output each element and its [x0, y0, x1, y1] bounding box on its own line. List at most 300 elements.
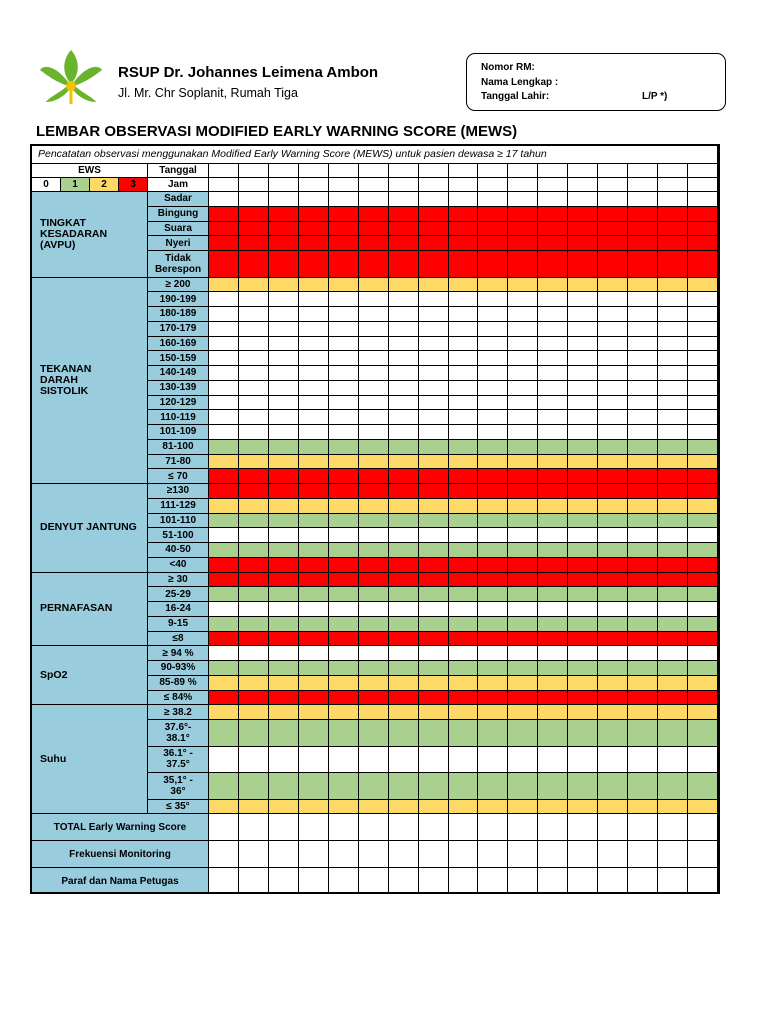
score-row-cell[interactable]	[449, 207, 479, 222]
score-row-cell[interactable]	[239, 396, 269, 411]
score-row-cell[interactable]	[239, 691, 269, 706]
score-row-cell[interactable]	[688, 440, 718, 455]
score-row-cell[interactable]	[658, 337, 688, 352]
footer-entry-cell[interactable]	[598, 868, 628, 894]
score-row-cell[interactable]	[538, 222, 568, 237]
score-row-cell[interactable]	[478, 207, 508, 222]
score-row-cell[interactable]	[449, 236, 479, 251]
score-row-cell[interactable]	[688, 705, 718, 720]
score-row-cell[interactable]	[269, 278, 299, 293]
score-row-cell[interactable]	[658, 617, 688, 632]
footer-entry-cell[interactable]	[658, 868, 688, 894]
score-row-cell[interactable]	[419, 192, 449, 207]
score-row-cell[interactable]	[299, 705, 329, 720]
score-row-cell[interactable]	[538, 720, 568, 747]
score-row-cell[interactable]	[329, 800, 359, 815]
score-row-cell[interactable]	[478, 499, 508, 514]
score-row-cell[interactable]	[269, 192, 299, 207]
score-row-cell[interactable]	[269, 720, 299, 747]
score-row-cell[interactable]	[329, 440, 359, 455]
score-row-cell[interactable]	[419, 251, 449, 278]
score-row-cell[interactable]	[538, 337, 568, 352]
score-row-cell[interactable]	[688, 484, 718, 499]
score-row-cell[interactable]	[598, 278, 628, 293]
score-row-cell[interactable]	[538, 469, 568, 484]
score-row-cell[interactable]	[449, 455, 479, 470]
score-row-cell[interactable]	[628, 573, 658, 588]
time-entry-cell[interactable]	[449, 178, 479, 192]
score-row-cell[interactable]	[628, 587, 658, 602]
score-row-cell[interactable]	[538, 351, 568, 366]
score-row-cell[interactable]	[419, 543, 449, 558]
score-row-cell[interactable]	[449, 337, 479, 352]
footer-entry-cell[interactable]	[209, 868, 239, 894]
score-row-cell[interactable]	[239, 322, 269, 337]
score-row-cell[interactable]	[209, 440, 239, 455]
time-entry-cell[interactable]	[209, 178, 239, 192]
date-entry-cell[interactable]	[329, 164, 359, 178]
score-row-cell[interactable]	[329, 251, 359, 278]
score-row-cell[interactable]	[658, 292, 688, 307]
score-row-cell[interactable]	[389, 484, 419, 499]
score-row-cell[interactable]	[628, 292, 658, 307]
score-row-cell[interactable]	[209, 602, 239, 617]
time-entry-cell[interactable]	[299, 178, 329, 192]
score-row-cell[interactable]	[658, 396, 688, 411]
score-row-cell[interactable]	[508, 236, 538, 251]
score-row-cell[interactable]	[538, 676, 568, 691]
score-row-cell[interactable]	[658, 646, 688, 661]
score-row-cell[interactable]	[508, 661, 538, 676]
score-row-cell[interactable]	[538, 528, 568, 543]
date-entry-cell[interactable]	[269, 164, 299, 178]
score-row-cell[interactable]	[478, 251, 508, 278]
score-row-cell[interactable]	[658, 558, 688, 573]
footer-entry-cell[interactable]	[299, 814, 329, 841]
score-row-cell[interactable]	[299, 499, 329, 514]
score-row-cell[interactable]	[209, 455, 239, 470]
score-row-cell[interactable]	[419, 366, 449, 381]
score-row-cell[interactable]	[449, 410, 479, 425]
score-row-cell[interactable]	[239, 602, 269, 617]
score-row-cell[interactable]	[478, 800, 508, 815]
score-row-cell[interactable]	[359, 337, 389, 352]
score-row-cell[interactable]	[538, 484, 568, 499]
score-row-cell[interactable]	[239, 587, 269, 602]
score-row-cell[interactable]	[299, 337, 329, 352]
score-row-cell[interactable]	[359, 499, 389, 514]
score-row-cell[interactable]	[389, 499, 419, 514]
score-row-cell[interactable]	[239, 366, 269, 381]
score-row-cell[interactable]	[389, 773, 419, 800]
score-row-cell[interactable]	[269, 691, 299, 706]
footer-entry-cell[interactable]	[538, 868, 568, 894]
score-row-cell[interactable]	[209, 528, 239, 543]
score-row-cell[interactable]	[688, 292, 718, 307]
score-row-cell[interactable]	[239, 747, 269, 774]
time-entry-cell[interactable]	[329, 178, 359, 192]
score-row-cell[interactable]	[209, 646, 239, 661]
score-row-cell[interactable]	[478, 469, 508, 484]
score-row-cell[interactable]	[598, 322, 628, 337]
score-row-cell[interactable]	[239, 410, 269, 425]
score-row-cell[interactable]	[628, 337, 658, 352]
score-row-cell[interactable]	[628, 381, 658, 396]
score-row-cell[interactable]	[419, 691, 449, 706]
score-row-cell[interactable]	[269, 499, 299, 514]
time-entry-cell[interactable]	[419, 178, 449, 192]
score-row-cell[interactable]	[688, 676, 718, 691]
score-row-cell[interactable]	[568, 455, 598, 470]
score-row-cell[interactable]	[568, 705, 598, 720]
score-row-cell[interactable]	[508, 222, 538, 237]
score-row-cell[interactable]	[628, 251, 658, 278]
score-row-cell[interactable]	[538, 747, 568, 774]
score-row-cell[interactable]	[359, 192, 389, 207]
score-row-cell[interactable]	[598, 469, 628, 484]
score-row-cell[interactable]	[389, 337, 419, 352]
footer-entry-cell[interactable]	[239, 868, 269, 894]
score-row-cell[interactable]	[419, 222, 449, 237]
score-row-cell[interactable]	[508, 773, 538, 800]
score-row-cell[interactable]	[239, 558, 269, 573]
score-row-cell[interactable]	[329, 558, 359, 573]
score-row-cell[interactable]	[239, 514, 269, 529]
score-row-cell[interactable]	[538, 691, 568, 706]
score-row-cell[interactable]	[478, 528, 508, 543]
score-row-cell[interactable]	[239, 207, 269, 222]
score-row-cell[interactable]	[239, 440, 269, 455]
score-row-cell[interactable]	[508, 396, 538, 411]
date-entry-cell[interactable]	[478, 164, 508, 178]
score-row-cell[interactable]	[269, 410, 299, 425]
score-row-cell[interactable]	[389, 632, 419, 647]
score-row-cell[interactable]	[508, 747, 538, 774]
footer-entry-cell[interactable]	[508, 814, 538, 841]
score-row-cell[interactable]	[239, 800, 269, 815]
score-row-cell[interactable]	[628, 617, 658, 632]
score-row-cell[interactable]	[269, 573, 299, 588]
footer-entry-cell[interactable]	[359, 814, 389, 841]
score-row-cell[interactable]	[299, 558, 329, 573]
score-row-cell[interactable]	[209, 222, 239, 237]
score-row-cell[interactable]	[568, 646, 598, 661]
score-row-cell[interactable]	[598, 617, 628, 632]
score-row-cell[interactable]	[478, 396, 508, 411]
score-row-cell[interactable]	[209, 632, 239, 647]
score-row-cell[interactable]	[508, 469, 538, 484]
score-row-cell[interactable]	[478, 236, 508, 251]
score-row-cell[interactable]	[568, 236, 598, 251]
score-row-cell[interactable]	[478, 558, 508, 573]
score-row-cell[interactable]	[449, 720, 479, 747]
score-row-cell[interactable]	[508, 573, 538, 588]
score-row-cell[interactable]	[508, 292, 538, 307]
score-row-cell[interactable]	[269, 307, 299, 322]
footer-entry-cell[interactable]	[628, 868, 658, 894]
score-row-cell[interactable]	[299, 587, 329, 602]
score-row-cell[interactable]	[299, 207, 329, 222]
score-row-cell[interactable]	[359, 222, 389, 237]
score-row-cell[interactable]	[359, 207, 389, 222]
score-row-cell[interactable]	[329, 425, 359, 440]
score-row-cell[interactable]	[209, 307, 239, 322]
score-row-cell[interactable]	[269, 222, 299, 237]
score-row-cell[interactable]	[568, 676, 598, 691]
time-entry-cell[interactable]	[568, 178, 598, 192]
time-entry-cell[interactable]	[658, 178, 688, 192]
score-row-cell[interactable]	[598, 558, 628, 573]
score-row-cell[interactable]	[389, 705, 419, 720]
score-row-cell[interactable]	[419, 381, 449, 396]
score-row-cell[interactable]	[269, 800, 299, 815]
date-entry-cell[interactable]	[389, 164, 419, 178]
score-row-cell[interactable]	[538, 381, 568, 396]
score-row-cell[interactable]	[329, 366, 359, 381]
score-row-cell[interactable]	[419, 396, 449, 411]
score-row-cell[interactable]	[239, 705, 269, 720]
score-row-cell[interactable]	[508, 307, 538, 322]
score-row-cell[interactable]	[628, 747, 658, 774]
score-row-cell[interactable]	[568, 469, 598, 484]
score-row-cell[interactable]	[329, 222, 359, 237]
score-row-cell[interactable]	[209, 499, 239, 514]
score-row-cell[interactable]	[209, 410, 239, 425]
score-row-cell[interactable]	[538, 646, 568, 661]
score-row-cell[interactable]	[389, 366, 419, 381]
score-row-cell[interactable]	[598, 646, 628, 661]
score-row-cell[interactable]	[359, 800, 389, 815]
score-row-cell[interactable]	[598, 514, 628, 529]
score-row-cell[interactable]	[299, 646, 329, 661]
score-row-cell[interactable]	[449, 747, 479, 774]
score-row-cell[interactable]	[449, 558, 479, 573]
score-row-cell[interactable]	[359, 440, 389, 455]
score-row-cell[interactable]	[359, 773, 389, 800]
score-row-cell[interactable]	[299, 528, 329, 543]
score-row-cell[interactable]	[299, 192, 329, 207]
score-row-cell[interactable]	[449, 691, 479, 706]
score-row-cell[interactable]	[568, 410, 598, 425]
score-row-cell[interactable]	[598, 440, 628, 455]
footer-entry-cell[interactable]	[419, 868, 449, 894]
score-row-cell[interactable]	[598, 747, 628, 774]
score-row-cell[interactable]	[508, 800, 538, 815]
score-row-cell[interactable]	[269, 617, 299, 632]
score-row-cell[interactable]	[598, 236, 628, 251]
score-row-cell[interactable]	[449, 469, 479, 484]
score-row-cell[interactable]	[329, 747, 359, 774]
score-row-cell[interactable]	[658, 800, 688, 815]
score-row-cell[interactable]	[299, 543, 329, 558]
score-row-cell[interactable]	[389, 587, 419, 602]
footer-entry-cell[interactable]	[658, 814, 688, 841]
score-row-cell[interactable]	[449, 222, 479, 237]
score-row-cell[interactable]	[359, 691, 389, 706]
score-row-cell[interactable]	[688, 499, 718, 514]
score-row-cell[interactable]	[628, 499, 658, 514]
score-row-cell[interactable]	[239, 632, 269, 647]
score-row-cell[interactable]	[299, 251, 329, 278]
score-row-cell[interactable]	[239, 617, 269, 632]
score-row-cell[interactable]	[538, 425, 568, 440]
time-entry-cell[interactable]	[478, 178, 508, 192]
score-row-cell[interactable]	[508, 366, 538, 381]
score-row-cell[interactable]	[299, 484, 329, 499]
score-row-cell[interactable]	[688, 322, 718, 337]
score-row-cell[interactable]	[449, 646, 479, 661]
score-row-cell[interactable]	[269, 632, 299, 647]
score-row-cell[interactable]	[269, 425, 299, 440]
score-row-cell[interactable]	[628, 602, 658, 617]
score-row-cell[interactable]	[598, 484, 628, 499]
score-row-cell[interactable]	[269, 455, 299, 470]
score-row-cell[interactable]	[419, 484, 449, 499]
score-row-cell[interactable]	[209, 573, 239, 588]
score-row-cell[interactable]	[359, 747, 389, 774]
score-row-cell[interactable]	[299, 514, 329, 529]
score-row-cell[interactable]	[239, 661, 269, 676]
score-row-cell[interactable]	[538, 617, 568, 632]
score-row-cell[interactable]	[449, 602, 479, 617]
score-row-cell[interactable]	[598, 720, 628, 747]
score-row-cell[interactable]	[329, 587, 359, 602]
score-row-cell[interactable]	[329, 705, 359, 720]
footer-entry-cell[interactable]	[269, 814, 299, 841]
score-row-cell[interactable]	[568, 691, 598, 706]
score-row-cell[interactable]	[688, 543, 718, 558]
footer-entry-cell[interactable]	[568, 841, 598, 868]
score-row-cell[interactable]	[419, 705, 449, 720]
score-row-cell[interactable]	[419, 646, 449, 661]
score-row-cell[interactable]	[239, 236, 269, 251]
score-row-cell[interactable]	[269, 602, 299, 617]
score-row-cell[interactable]	[299, 691, 329, 706]
score-row-cell[interactable]	[598, 381, 628, 396]
score-row-cell[interactable]	[688, 528, 718, 543]
score-row-cell[interactable]	[478, 617, 508, 632]
score-row-cell[interactable]	[568, 396, 598, 411]
score-row-cell[interactable]	[598, 543, 628, 558]
score-row-cell[interactable]	[449, 484, 479, 499]
score-row-cell[interactable]	[329, 617, 359, 632]
score-row-cell[interactable]	[538, 602, 568, 617]
score-row-cell[interactable]	[389, 573, 419, 588]
score-row-cell[interactable]	[449, 381, 479, 396]
score-row-cell[interactable]	[688, 632, 718, 647]
score-row-cell[interactable]	[359, 292, 389, 307]
score-row-cell[interactable]	[329, 410, 359, 425]
score-row-cell[interactable]	[299, 322, 329, 337]
score-row-cell[interactable]	[568, 514, 598, 529]
score-row-cell[interactable]	[299, 366, 329, 381]
score-row-cell[interactable]	[538, 292, 568, 307]
score-row-cell[interactable]	[568, 322, 598, 337]
footer-entry-cell[interactable]	[449, 868, 479, 894]
score-row-cell[interactable]	[478, 222, 508, 237]
score-row-cell[interactable]	[508, 381, 538, 396]
score-row-cell[interactable]	[269, 676, 299, 691]
score-row-cell[interactable]	[598, 410, 628, 425]
score-row-cell[interactable]	[269, 351, 299, 366]
score-row-cell[interactable]	[449, 307, 479, 322]
score-row-cell[interactable]	[209, 322, 239, 337]
footer-entry-cell[interactable]	[419, 841, 449, 868]
footer-entry-cell[interactable]	[299, 841, 329, 868]
score-row-cell[interactable]	[568, 192, 598, 207]
score-row-cell[interactable]	[598, 366, 628, 381]
score-row-cell[interactable]	[239, 720, 269, 747]
score-row-cell[interactable]	[389, 351, 419, 366]
score-row-cell[interactable]	[329, 455, 359, 470]
score-row-cell[interactable]	[359, 396, 389, 411]
score-row-cell[interactable]	[239, 455, 269, 470]
score-row-cell[interactable]	[209, 747, 239, 774]
score-row-cell[interactable]	[598, 602, 628, 617]
score-row-cell[interactable]	[209, 800, 239, 815]
score-row-cell[interactable]	[389, 455, 419, 470]
score-row-cell[interactable]	[688, 747, 718, 774]
score-row-cell[interactable]	[538, 236, 568, 251]
score-row-cell[interactable]	[239, 192, 269, 207]
date-entry-cell[interactable]	[598, 164, 628, 178]
score-row-cell[interactable]	[449, 705, 479, 720]
score-row-cell[interactable]	[329, 396, 359, 411]
score-row-cell[interactable]	[658, 278, 688, 293]
score-row-cell[interactable]	[209, 773, 239, 800]
score-row-cell[interactable]	[239, 484, 269, 499]
footer-entry-cell[interactable]	[538, 814, 568, 841]
score-row-cell[interactable]	[419, 322, 449, 337]
score-row-cell[interactable]	[598, 251, 628, 278]
footer-entry-cell[interactable]	[568, 814, 598, 841]
score-row-cell[interactable]	[449, 587, 479, 602]
score-row-cell[interactable]	[209, 469, 239, 484]
time-entry-cell[interactable]	[628, 178, 658, 192]
footer-entry-cell[interactable]	[688, 814, 718, 841]
score-row-cell[interactable]	[419, 676, 449, 691]
score-row-cell[interactable]	[389, 207, 419, 222]
score-row-cell[interactable]	[239, 469, 269, 484]
score-row-cell[interactable]	[449, 366, 479, 381]
score-row-cell[interactable]	[658, 661, 688, 676]
score-row-cell[interactable]	[269, 514, 299, 529]
score-row-cell[interactable]	[478, 307, 508, 322]
score-row-cell[interactable]	[628, 676, 658, 691]
score-row-cell[interactable]	[598, 292, 628, 307]
score-row-cell[interactable]	[568, 222, 598, 237]
score-row-cell[interactable]	[688, 646, 718, 661]
score-row-cell[interactable]	[329, 646, 359, 661]
footer-entry-cell[interactable]	[449, 814, 479, 841]
time-entry-cell[interactable]	[598, 178, 628, 192]
score-row-cell[interactable]	[419, 292, 449, 307]
score-row-cell[interactable]	[269, 322, 299, 337]
score-row-cell[interactable]	[568, 278, 598, 293]
score-row-cell[interactable]	[449, 573, 479, 588]
score-row-cell[interactable]	[538, 278, 568, 293]
score-row-cell[interactable]	[329, 773, 359, 800]
score-row-cell[interactable]	[359, 573, 389, 588]
score-row-cell[interactable]	[478, 366, 508, 381]
score-row-cell[interactable]	[538, 440, 568, 455]
score-row-cell[interactable]	[299, 278, 329, 293]
score-row-cell[interactable]	[688, 691, 718, 706]
score-row-cell[interactable]	[688, 617, 718, 632]
footer-entry-cell[interactable]	[329, 868, 359, 894]
score-row-cell[interactable]	[688, 381, 718, 396]
date-entry-cell[interactable]	[628, 164, 658, 178]
